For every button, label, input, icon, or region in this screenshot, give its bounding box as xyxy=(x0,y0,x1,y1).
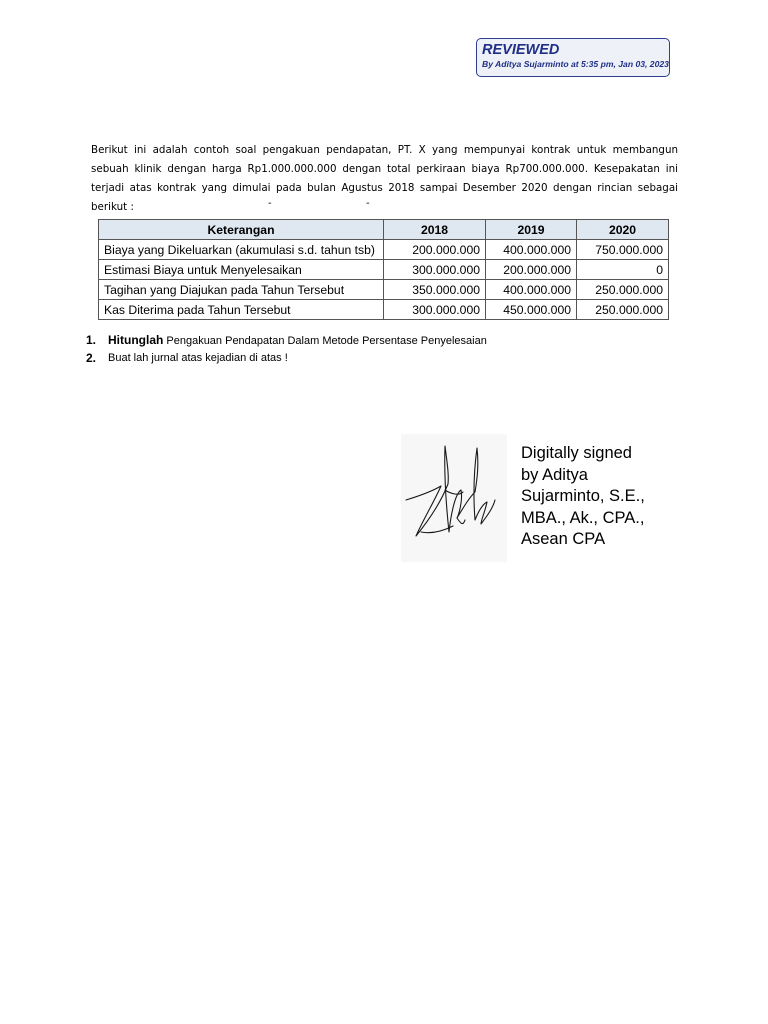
table-row xyxy=(99,260,669,280)
list-number: 2. xyxy=(86,351,97,365)
table-cell: 200.000.000 xyxy=(384,240,486,260)
table-cell: Biaya yang Dikeluarkan (akumulasi s.d. tahun tsb) xyxy=(99,240,384,260)
table-cell: Kas Diterima pada Tahun Tersebut xyxy=(99,300,384,320)
question-lead: Hitunglah xyxy=(108,333,164,347)
signature-line: Digitally signed xyxy=(521,444,632,462)
dash-mark: - xyxy=(268,198,272,209)
dash-mark: - xyxy=(366,198,370,209)
data-table xyxy=(98,219,669,320)
table-header-row xyxy=(99,220,669,240)
column-header: 2018 xyxy=(384,220,486,240)
question-text: Pengakuan Pendapatan Dalam Metode Persentase Penyelesaian xyxy=(163,335,487,347)
question-text: Buat lah jurnal atas kejadian di atas ! xyxy=(108,352,288,364)
signature-line: MBA., Ak., CPA., xyxy=(521,508,645,527)
table-row xyxy=(99,280,669,300)
list-number: 1. xyxy=(86,333,97,347)
column-header: Keterangan xyxy=(99,220,384,240)
table-row xyxy=(99,240,669,260)
signature-line: Asean CPA xyxy=(521,530,606,548)
table-cell: 0 xyxy=(577,260,669,280)
table-row xyxy=(99,300,669,320)
table-cell: 300.000.000 xyxy=(384,300,486,320)
table-cell: Estimasi Biaya untuk Menyelesaikan xyxy=(99,260,384,280)
table-cell: 250.000.000 xyxy=(577,300,669,320)
intro-paragraph: Berikut ini adalah contoh soal pengakuan pendapatan, PT. X yang mempunyai kontrak untuk membangun sebuah klinik dengan harga Rp1.000.000.000 dengan total perkiraan biaya Rp700.000.000. Kesepakatan ini terjadi atas kontrak yang dimulai pada bulan Agustus 2018 sampai Desember 2020 dengan rincian sebagai berikut : xyxy=(91,144,678,213)
list-item xyxy=(86,331,646,349)
list-item xyxy=(86,349,646,367)
column-header: 2020 xyxy=(577,220,669,240)
signature-line: by Aditya xyxy=(521,465,588,484)
table-cell: 400.000.000 xyxy=(486,280,577,300)
signature-line: Sujarminto, S.E., xyxy=(521,487,645,505)
table-cell: 200.000.000 xyxy=(486,260,577,280)
table-cell: 400.000.000 xyxy=(486,240,577,260)
stamp-title: REVIEWED xyxy=(482,42,560,58)
questions-list xyxy=(86,331,646,367)
handwritten-signature xyxy=(401,434,507,562)
column-header: 2019 xyxy=(486,220,577,240)
table-cell: 250.000.000 xyxy=(577,280,669,300)
review-stamp xyxy=(476,38,670,77)
table-cell: 750.000.000 xyxy=(577,240,669,260)
digital-signature-text xyxy=(521,443,721,551)
table-cell: 350.000.000 xyxy=(384,280,486,300)
table-cell: 300.000.000 xyxy=(384,260,486,280)
table-cell: Tagihan yang Diajukan pada Tahun Tersebut xyxy=(99,280,384,300)
stamp-subtitle: By Aditya Sujarminto at 5:35 pm, Jan 03, 2023 xyxy=(482,59,669,69)
table-cell: 450.000.000 xyxy=(486,300,577,320)
